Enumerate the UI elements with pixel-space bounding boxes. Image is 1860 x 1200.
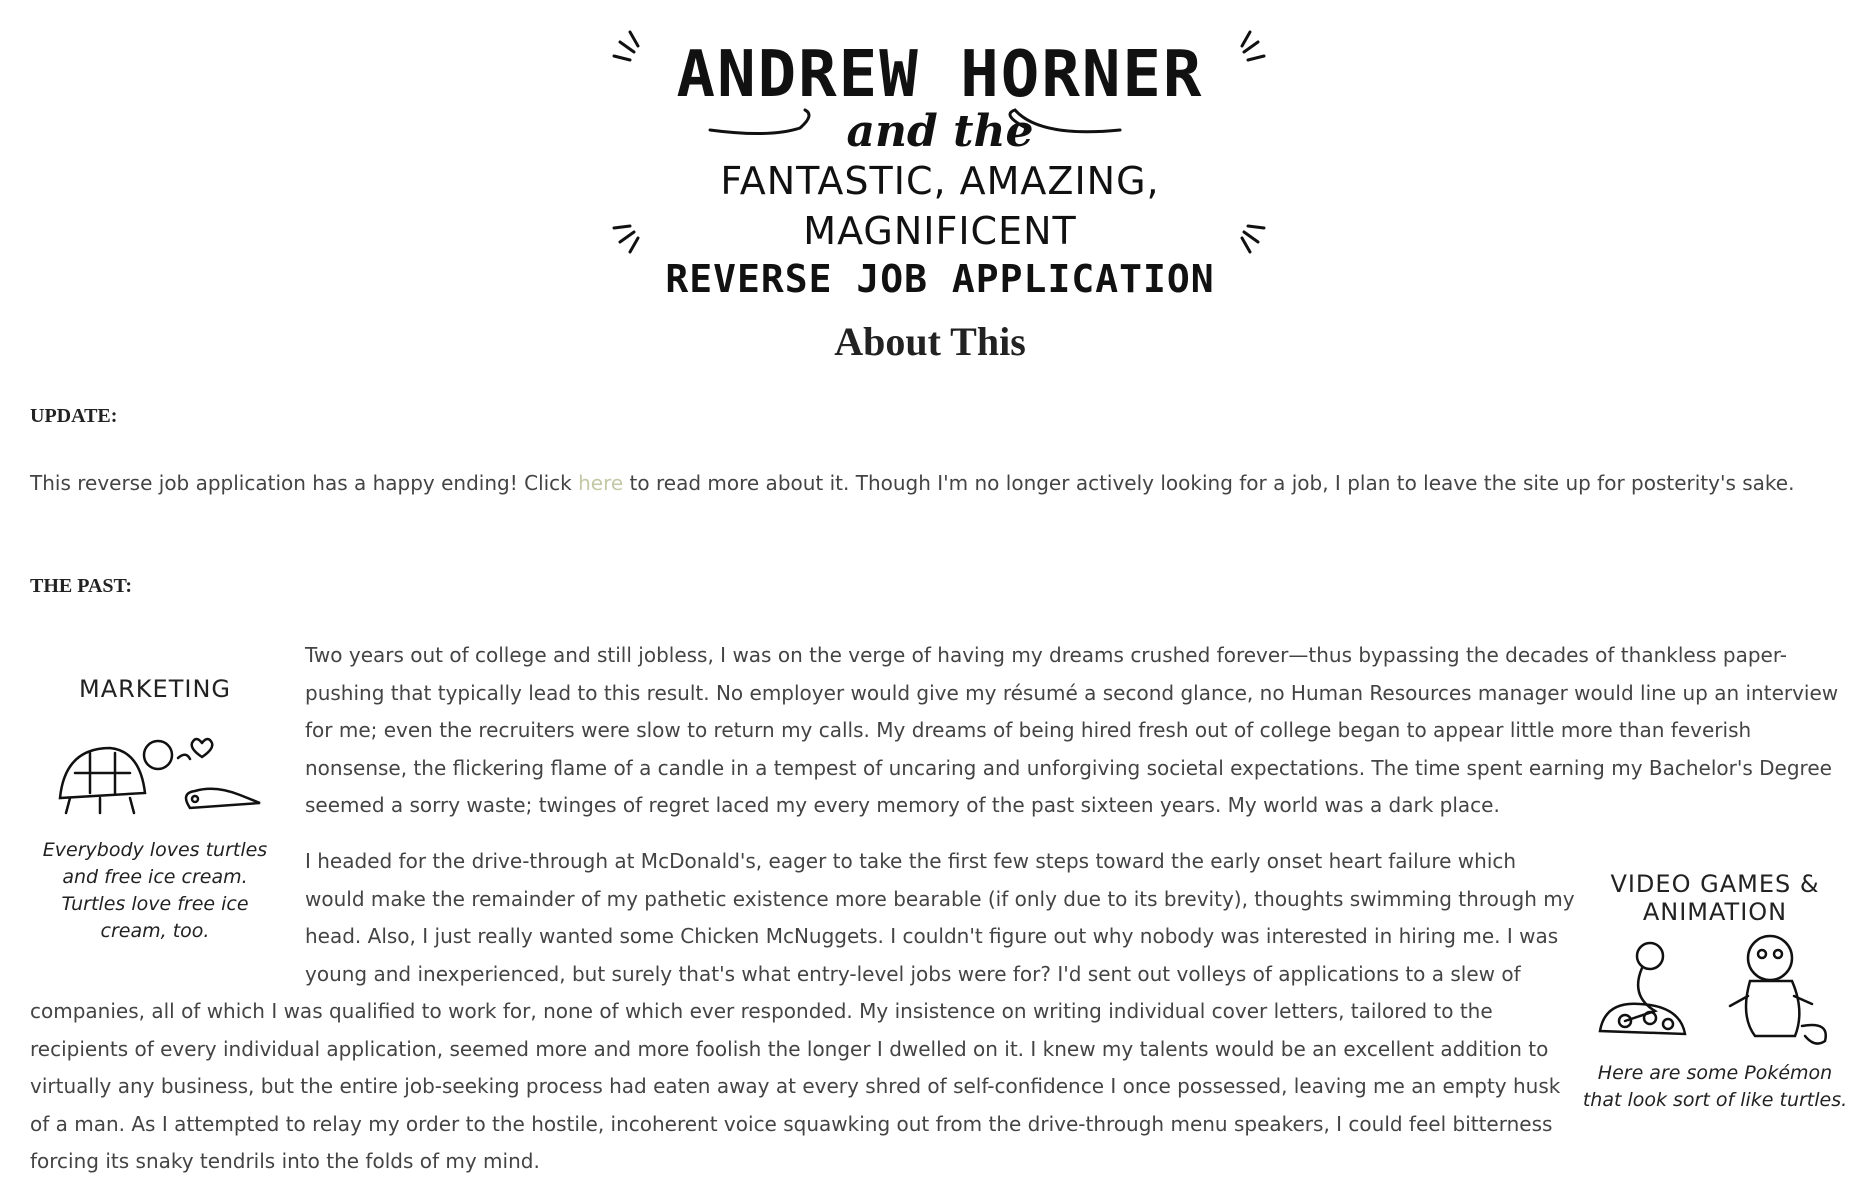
marketing-doodle-caption: Everybody loves turtles and free ice cream. Turtles love free ice cream, too.	[42, 839, 268, 942]
turtle-ice-cream-icon	[30, 703, 280, 833]
logo-title: ANDREW HORNER	[676, 38, 1204, 112]
logo-and-the: and the	[846, 106, 1034, 157]
update-paragraph	[30, 465, 1830, 503]
logo-subtitle: FANTASTIC, AMAZING, MAGNIFICENT	[720, 159, 1160, 253]
video-games-doodle-caption: Here are some Pokémon that look sort of like turtles.	[1582, 1062, 1848, 1111]
update-heading: UPDATE:	[30, 405, 118, 427]
logo-tagline: REVERSE JOB APPLICATION	[665, 257, 1215, 301]
page-title: About This	[834, 319, 1026, 364]
marketing-doodle-title: MARKETING	[79, 675, 231, 703]
update-text-after: to read more about it. Though I'm no longer actively looking for a job, I plan to leave the site up for posterity's sake.	[623, 471, 1795, 495]
past-paragraph-2-text: I headed for the drive-through at McDonald's, eager to take the first few steps toward the early onset heart failure which would make the remainder of my pathetic existence more bearable (if only due to its brevity), thoughts swimming through my head. Also, I just really wanted some Chicken McNuggets. I couldn't figure out why nobody was interested in hiring me. I was young and inexperienced, but surely that's what entry-level jobs were for? I'd sent out volleys of applications to a slew of companies, all of which I was qualified to work for, none of which ever responded. My insistence on writing individual cover letters, tailored to the recipients of every individual application, seemed more and more foolish the longer I dwelled on it. I knew my talents would be an excellent addition to virtually any business, but the entire job-seeking process had eaten away at every shred of self-confidence I once possessed, leaving me an empty husk of a man. As I attempted to relay my order to the hostile, incoherent voice squawking out from the drive-through menu speakers, I could feel bitterness forcing its snaky tendrils into the folds of my mind.	[30, 849, 1575, 1173]
logo-flourish-icon	[600, 20, 1280, 265]
past-paragraph-2	[30, 843, 1575, 1181]
left-float-spacer	[30, 843, 305, 993]
site-logo[interactable]	[600, 20, 1280, 301]
video-games-doodle-title: VIDEO GAMES & ANIMATION	[1610, 870, 1820, 926]
pokemon-turtles-icon	[1580, 926, 1850, 1056]
past-heading: THE PAST:	[30, 575, 133, 597]
update-here-link[interactable]: here	[578, 471, 624, 495]
past-paragraph-1: Two years out of college and still jobless, I was on the verge of having my dreams crushed forever—thus bypassing the decades of thankless paper-pushing that typically lead to this result. No employer would give my résumé a second glance, no Human Resources manager would line up an interview for me; even the recruiters were slow to return my calls. My dreams of being hired fresh out of college began to appear little more than feverish nonsense, the flickering flame of a candle in a tempest of uncaring and unforgiving societal expectations. The time spent earning my Bachelor's Degree seemed a sorry waste; twinges of regret laced my every memory of the past sixteen years. My world was a dark place.	[305, 643, 1839, 817]
update-text-before: This reverse job application has a happy ending! Click	[30, 471, 579, 495]
video-games-doodle	[1580, 870, 1850, 1190]
